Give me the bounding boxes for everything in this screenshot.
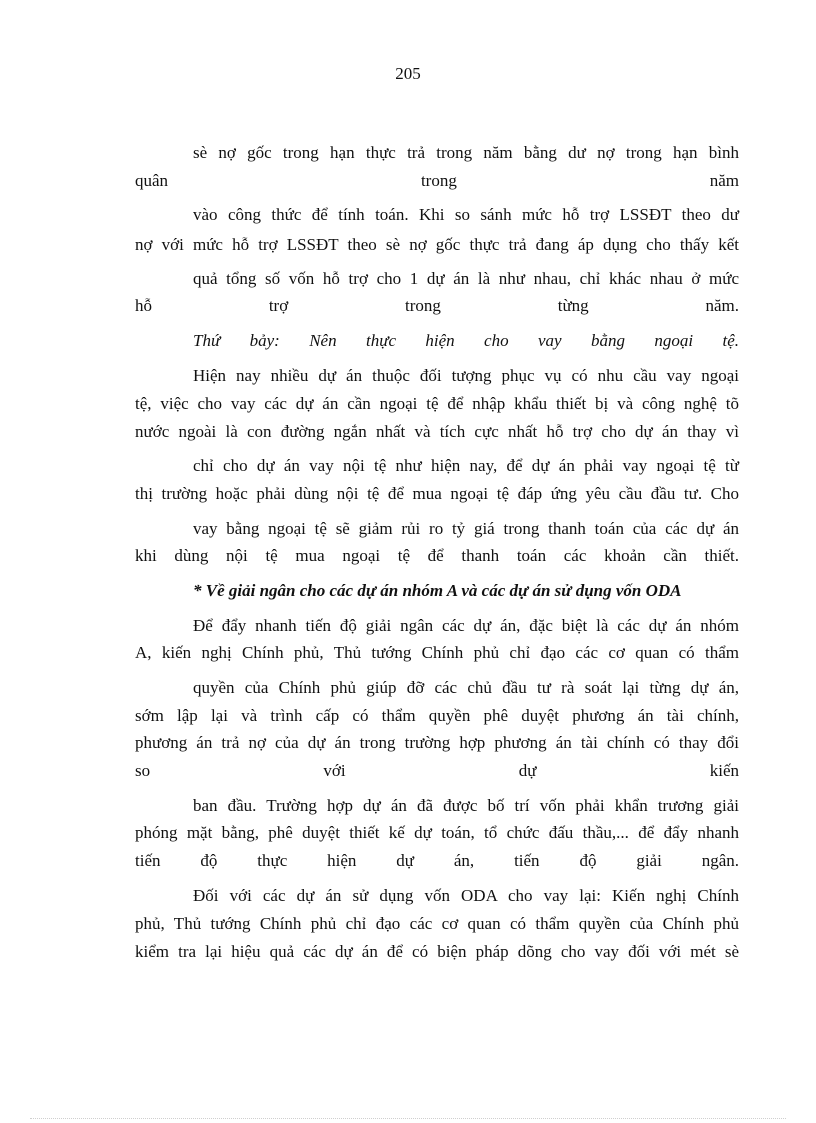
text-line: vay bằng ngoại tệ sẽ giảm rủi ro tỷ giá trong thanh toán của các dự án [193,519,739,538]
text-line: thị trường hoặc phải dùng nội tệ để mua ngoại tệ đáp ứng yêu cầu đầu tư. Cho [135,484,739,503]
text-line: phương án trả nợ của dự án trong trường hợp phương án tài chính có thay đổi [135,733,739,752]
text-line: phóng mặt bằng, phê duyệt thiết kế dự toán, tổ chức đấu thầu,... để đẩy nhanh [135,823,739,842]
text-line: nước ngoài là con đường ngắn nhất và tích cực nhất hỗ trợ cho dự án thay vì [135,422,739,441]
text-line: kiểm tra lại hiệu quả các dự án để có biện pháp dõng cho vay đối với mét sè [135,942,739,961]
text-line: Đối với các dự án sử dụng vốn ODA cho vay lại: Kiến nghị Chính [193,886,739,905]
text-line: khi dùng nội tệ mua ngoại tệ để thanh toán các khoản cần thiết. [135,546,739,565]
page-bottom-divider [30,1118,786,1119]
text-line: quả tổng số vốn hỗ trợ cho 1 dự án là như nhau, chỉ khác nhau ở mức [193,269,739,288]
text-line: phủ, Thủ tướng Chính phủ chỉ đạo các cơ quan có thẩm quyền của Chính phủ [135,914,739,933]
text-line: quyền của Chính phủ giúp đỡ các chủ đầu tư rà soát lại từng dự án, [193,678,739,697]
text-line: so với dự kiến [135,761,739,780]
text-line: ban đầu. Trường hợp dự án đã được bố trí vốn phải khẩn trương giải [193,796,739,815]
text-line: hỗ trợ trong từng năm. [135,296,739,315]
text-line: tiến độ thực hiện dự án, tiến độ giải ngân. [135,851,739,870]
text-line: tệ, việc cho vay các dự án cần ngoại tệ để nhập khẩu thiết bị và công nghệ tõ [135,394,739,413]
text-line: A, kiến nghị Chính phủ, Thủ tướng Chính phủ chỉ đạo các cơ quan có thẩm [135,643,739,662]
text-line: sè nợ gốc trong hạn thực trả trong năm bằng dư nợ trong hạn bình [193,143,739,162]
section-heading-seventh: Thứ bảy: Nên thực hiện cho vay bằng ngoại tệ. [193,331,739,350]
text-line: vào công thức để tính toán. Khi so sánh mức hỗ trợ LSSĐT theo dư [193,205,739,224]
text-line: nợ với mức hỗ trợ LSSĐT theo sè nợ gốc thực trả đang áp dụng cho thấy kết [135,235,739,254]
text-line: Để đẩy nhanh tiến độ giải ngân các dự án, đặc biệt là các dự án nhóm [193,616,739,635]
page-number: 205 [395,64,421,83]
text-line: quân trong năm [135,171,739,190]
text-line: Hiện nay nhiều dự án thuộc đối tượng phục vụ có nhu cầu vay ngoại [193,366,739,385]
text-line: chỉ cho dự án vay nội tệ như hiện nay, để dự án phải vay ngoại tệ từ [193,456,739,475]
section-heading-disbursement: * Về giải ngân cho các dự án nhóm A và các dự án sử dụng vốn ODA [193,581,682,600]
text-line: sớm lập lại và trình cấp có thẩm quyền phê duyệt phương án tài chính, [135,706,739,725]
